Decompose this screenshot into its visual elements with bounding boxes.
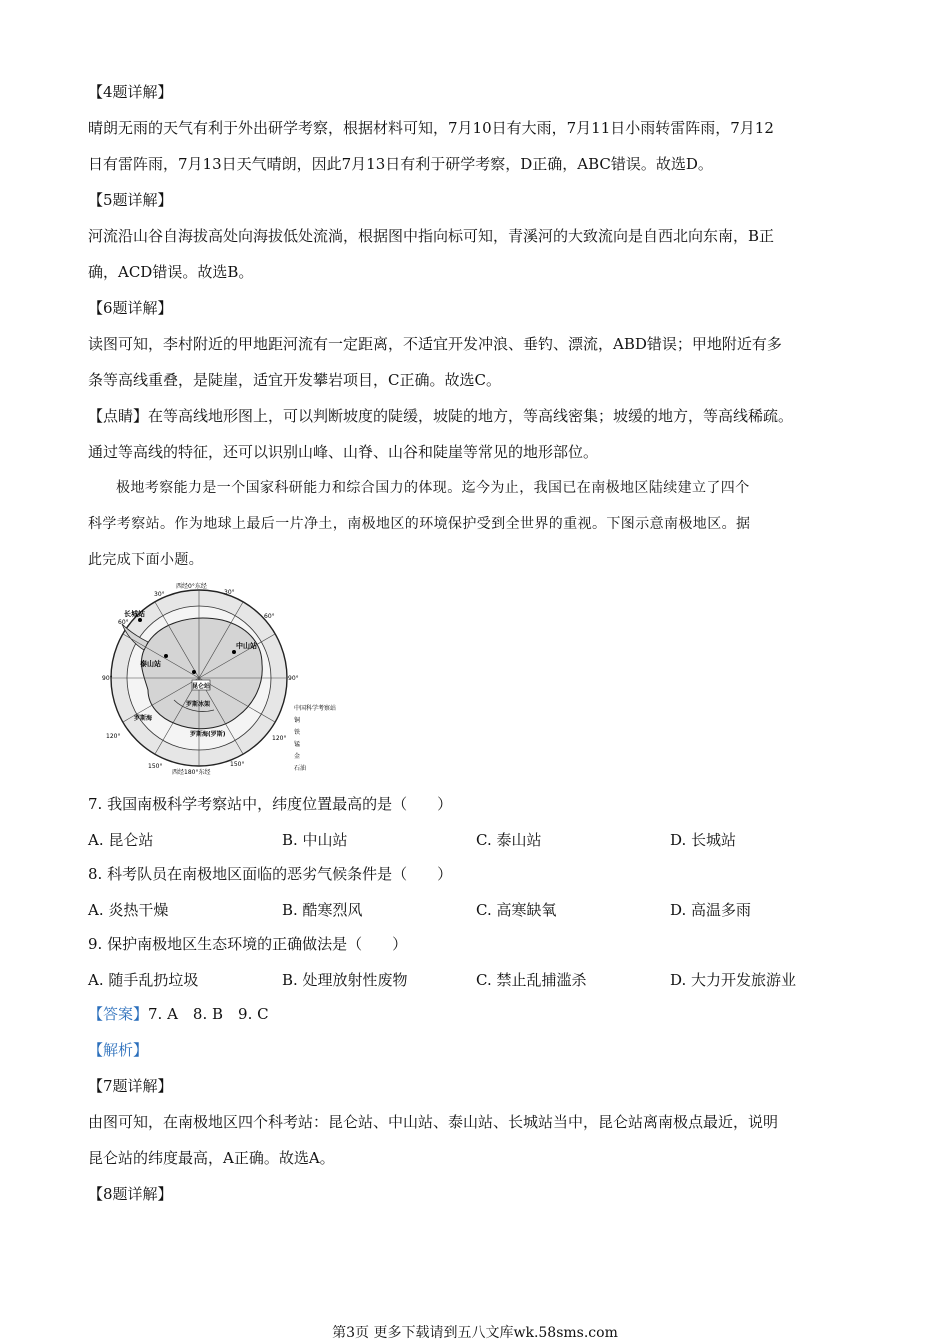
- analysis-label: 【解析】: [88, 1041, 149, 1059]
- degree-label: 90°: [102, 675, 113, 682]
- option-a[interactable]: A. 炎热干燥: [88, 901, 169, 919]
- option-b[interactable]: B. 中山站: [282, 831, 348, 849]
- answer-line: [88, 996, 868, 1032]
- option-b[interactable]: B. 处理放射性废物: [282, 971, 408, 989]
- degree-label: 30°: [224, 589, 235, 596]
- q6-text-line1: 读图可知，李村附近的甲地距河流有一定距离，不适宜开发冲浪、垂钓、漂流，ABD错误；甲地附近有多: [88, 335, 782, 353]
- degree-label: 60°: [118, 619, 129, 626]
- degree-label: 150°: [230, 761, 245, 768]
- legend-item: 锰: [294, 741, 301, 748]
- intro-line2: 科学考察站。作为地球上最后一片净土，南极地区的环境保护受到全世界的重视。下图示意南极地区。据: [88, 516, 751, 532]
- tip-line2: 通过等高线的特征，还可以识别山峰、山脊、山谷和陡崖等常见的地形部位。: [88, 443, 599, 461]
- degree-label: 150°: [148, 763, 163, 770]
- degree-label: 60°: [264, 613, 275, 620]
- question-9-stem: 9. 保护南极地区生态环境的正确做法是（ ）: [88, 935, 408, 953]
- q5-heading: 【5题详解】: [88, 191, 173, 209]
- q5-text-line2: 确，ACD错误。故选B。: [88, 263, 254, 281]
- q6-heading: 【6题详解】: [88, 299, 173, 317]
- q4-text-line2: 日有雷阵雨，7月13日天气晴朗，因此7月13日有利于研学考察，D正确，ABC错误。故选D。: [88, 155, 713, 173]
- station-label-taishan: 泰山站: [140, 660, 161, 668]
- station-label-kunlun: 昆仑站: [192, 683, 211, 690]
- question-7-stem: 7. 我国南极科学考察站中，纬度位置最高的是（ ）: [88, 795, 453, 813]
- option-c[interactable]: C. 高寒缺氧: [476, 901, 557, 919]
- legend-item: 铜: [294, 717, 301, 724]
- page-footer: 第3页 更多下载请到五八文库wk.58sms.com: [332, 1325, 618, 1341]
- map-legend: [294, 704, 336, 772]
- legend-item: 铁: [294, 729, 301, 736]
- station-label-zhongshan: 中山站: [236, 642, 257, 650]
- intro-line3: 此完成下面小题。: [88, 552, 204, 568]
- option-a[interactable]: A. 昆仑站: [88, 831, 154, 849]
- option-a[interactable]: A. 随手乱扔垃圾: [88, 971, 199, 989]
- option-d[interactable]: D. 高温多雨: [670, 901, 752, 919]
- option-b[interactable]: B. 酷寒烈风: [282, 901, 363, 919]
- question-8-stem: 8. 科考队员在南极地区面临的恶劣气候条件是（ ）: [88, 865, 453, 883]
- region-label: 罗斯海(罗斯): [190, 731, 226, 738]
- q7-text-line1: 由图可知，在南极地区四个科考站：昆仑站、中山站、泰山站、长城站当中，昆仑站离南极点最近，说明: [88, 1113, 779, 1131]
- map-top-label: 西经0°东经: [176, 583, 207, 590]
- q7-heading: 【7题详解】: [88, 1077, 173, 1095]
- q8-heading: 【8题详解】: [88, 1185, 173, 1203]
- degree-label: 120°: [106, 733, 121, 740]
- legend-item: 石油: [294, 765, 307, 772]
- intro-line1: 极地考察能力是一个国家科研能力和综合国力的体现。迄今为止，我国已在南极地区陆续建立了四个: [116, 480, 750, 496]
- region-label: 罗斯冰架: [186, 701, 211, 708]
- option-c[interactable]: C. 泰山站: [476, 831, 542, 849]
- q6-text-line2: 条等高线重叠，是陡崖，适宜开发攀岩项目，C正确。故选C。: [88, 371, 501, 389]
- question-9-options: [88, 962, 868, 998]
- answer-text: 7. A 8. B 9. C: [148, 1005, 269, 1023]
- q5-text-line1: 河流沿山谷自海拔高处向海拔低处流淌，根据图中指向标可知，青溪河的大致流向是自西北向东南，B正: [88, 227, 775, 245]
- station-label-changcheng: 长城站: [124, 610, 145, 618]
- option-d[interactable]: D. 大力开发旅游业: [670, 971, 797, 989]
- question-7-options: [88, 822, 868, 858]
- map-bottom-label: 西经180°东经: [172, 769, 211, 776]
- q4-heading: 【4题详解】: [88, 83, 173, 101]
- degree-label: 90°: [288, 675, 299, 682]
- antarctica-map: [104, 580, 394, 776]
- legend-item: 中国科学考察站: [294, 705, 337, 712]
- tip-line1: 【点睛】在等高线地形图上，可以判断坡度的陡缓，坡陡的地方，等高线密集；坡缓的地方，等高线稀疏。: [88, 407, 794, 425]
- legend-item: 金: [294, 753, 301, 760]
- option-d[interactable]: D. 长城站: [670, 831, 737, 849]
- q4-text-line1: 晴朗无雨的天气有利于外出研学考察，根据材料可知，7月10日有大雨，7月11日小雨转雷阵雨，7月12: [88, 119, 774, 137]
- question-8-options: [88, 892, 868, 928]
- degree-label: 30°: [154, 591, 165, 598]
- option-c[interactable]: C. 禁止乱捕滥杀: [476, 971, 587, 989]
- degree-label: 120°: [272, 735, 287, 742]
- answer-label: 【答案】: [88, 1005, 149, 1023]
- q7-text-line2: 昆仑站的纬度最高，A正确。故选A。: [88, 1149, 335, 1167]
- region-label: 罗斯海: [134, 715, 153, 722]
